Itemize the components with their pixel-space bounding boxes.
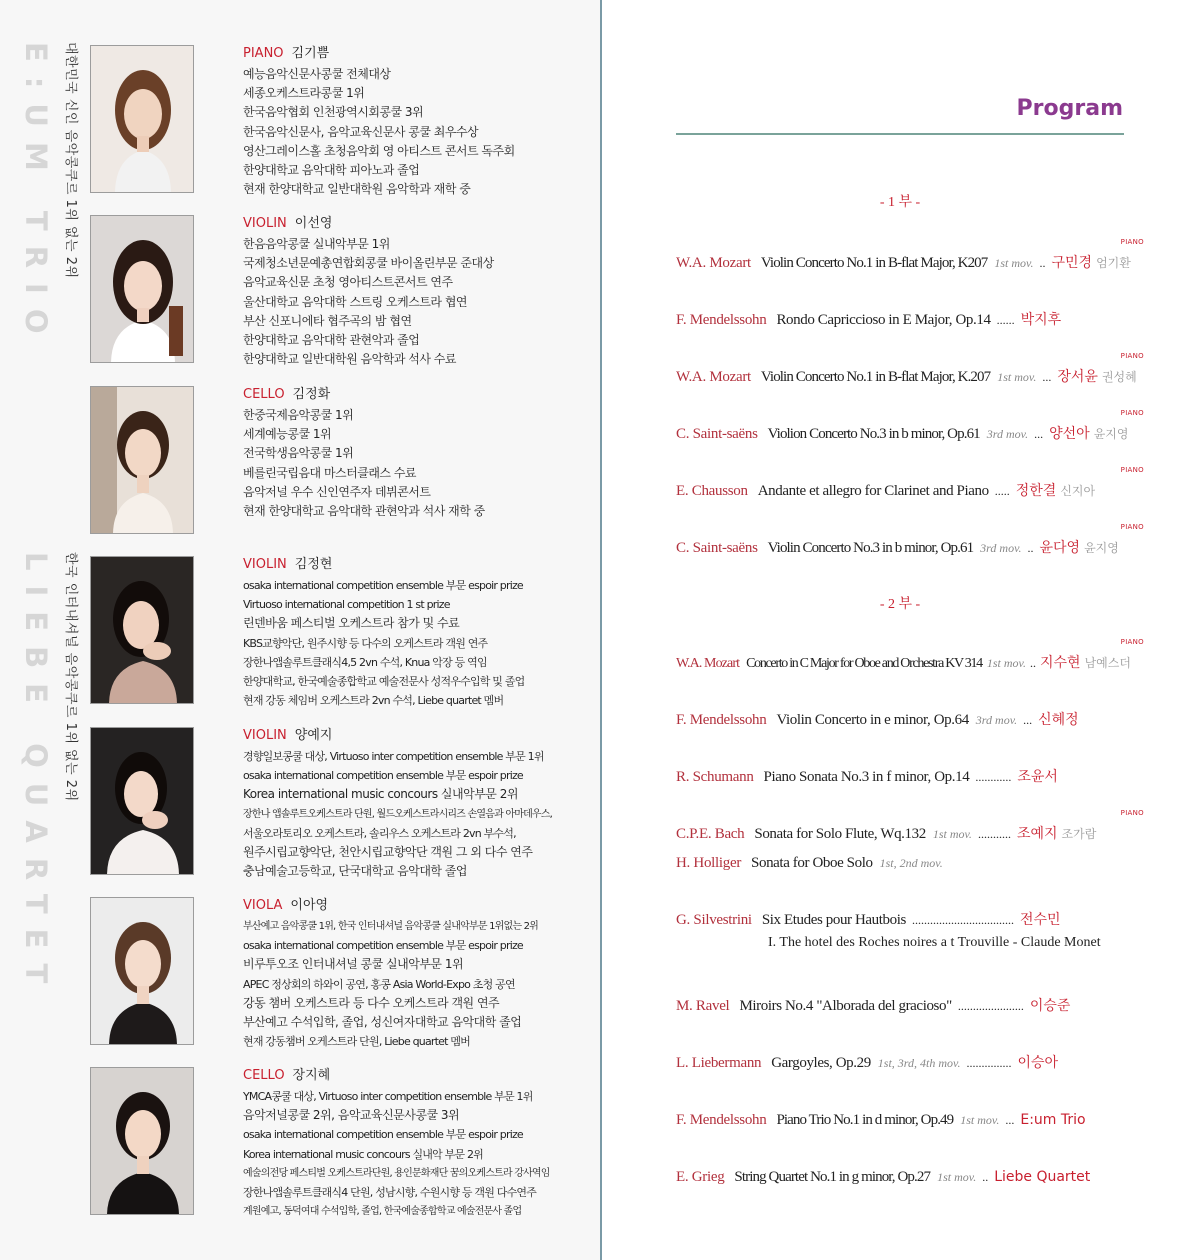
- bio-line: YMCA콩쿨 대상, Virtuoso inter competition ensemble 부문 1위: [243, 1090, 533, 1103]
- bio-line: 영산그레이스홀 초청음악회 영 아티스트 콘서트 독주회: [243, 143, 515, 158]
- bio-line: 전국학생음악콩쿨 1위: [243, 446, 354, 461]
- program-entry: [676, 1038, 1172, 1072]
- work-title: Concerto in C Major for Oboe and Orchestra KV 314: [746, 656, 982, 671]
- performer-name: 장지혜: [292, 1068, 331, 1083]
- leader-dots: ............: [975, 770, 1012, 784]
- program-entry: [676, 238, 1172, 272]
- performer-name: 조윤서: [1017, 769, 1058, 785]
- leader-dots: ..................................: [911, 913, 1014, 927]
- composer: F. Mendelssohn: [676, 712, 767, 728]
- program-entry: [676, 295, 1172, 329]
- program-entry: [676, 1095, 1172, 1129]
- bio-line: 린덴바움 페스티벌 오케스트라 참가 및 수료: [243, 616, 460, 631]
- pianist-name: 남예스더: [1084, 656, 1131, 670]
- work-title: Violin Concerto No.3 in b minor, Op.61: [767, 540, 974, 556]
- program-title: Program: [1016, 96, 1123, 121]
- composer: C. Saint-saëns: [676, 540, 758, 556]
- pianist-name: 조가람: [1061, 827, 1097, 841]
- pianist-name: 윤지영: [1093, 427, 1129, 441]
- bio-line: 장한나앱솔루트클래식4 단원, 성남시향, 수원시향 등 객원 다수연주: [243, 1186, 537, 1200]
- work-title: Violin Concerto No.1 in B-flat Major, K.207: [760, 369, 991, 385]
- pianist-name: 권성혜: [1101, 370, 1137, 384]
- leader-dots: ...........: [977, 827, 1011, 841]
- work-title: Miroirs No.4 "Alborada del gracioso": [739, 998, 952, 1014]
- composer: C.P.E. Bach: [676, 826, 745, 842]
- piano-tag: PIANO: [1120, 238, 1144, 246]
- bio-line: KBS교향악단, 원주시향 등 다수의 오케스트라 객원 연주: [243, 636, 488, 650]
- side-label-eum-trio: [20, 42, 78, 547]
- bio-line: 베를린국립음대 마스터클래스 수료: [243, 465, 417, 480]
- performer-name: 김정화: [292, 387, 331, 402]
- composer: F. Mendelssohn: [676, 1112, 767, 1128]
- program-entry: [676, 409, 1172, 443]
- performer-name: 구민경: [1051, 255, 1093, 271]
- program-entry: [676, 895, 1172, 929]
- bio-line: 부산예고 음악콩쿨 1위, 한국 인터내셔널 음악콩쿨 실내악부문 1위없는 2위: [243, 921, 539, 932]
- movement: 1st, 2nd mov.: [879, 856, 943, 870]
- composer: E. Grieg: [676, 1169, 725, 1185]
- program-entry: [676, 638, 1172, 672]
- movement: 1st mov.: [994, 256, 1034, 270]
- bio-line: 원주시립교향악단, 천안시립교향악단 객원 그 외 다수 연주: [243, 845, 533, 860]
- performer-name: 이선영: [294, 216, 333, 231]
- bio-line: 음악교육신문 초청 영아티스트콘서트 연주: [243, 275, 453, 290]
- piano-tag: PIANO: [1120, 466, 1144, 474]
- leader-dots: ...: [1023, 713, 1033, 727]
- performer-photo: [90, 215, 194, 363]
- performer-name: 이승준: [1029, 998, 1071, 1014]
- performer-photo: [90, 45, 194, 193]
- bio-line: osaka international competition ensemble 부문 espoir prize: [243, 939, 523, 953]
- bio-line: 현재 강동 체임버 오케스트라 2vn 수석, Liebe quartet 멤버: [243, 694, 504, 708]
- silvestrini-subtitle: I. The hotel des Roches noires a t Trouville - Claude Monet: [768, 935, 1101, 950]
- bio-line: 한양대학교, 한국예술종합학교 예술전문사 성적우수입학 및 졸업: [243, 675, 525, 689]
- bio-line: 한국음악신문사, 음악교육신문사 콩쿨 최우수상: [243, 124, 479, 139]
- bio-line: 음악저널콩쿨 2위, 음악교육신문사콩쿨 3위: [243, 1108, 460, 1123]
- performer-instrument: VIOLIN: [243, 728, 287, 743]
- performer-name: 정한결: [1015, 483, 1057, 499]
- bio-line: 현재 강동챔버 오케스트라 단원, Liebe quartet 멤버: [243, 1035, 470, 1049]
- performer-instrument: VIOLIN: [243, 216, 287, 231]
- side-label-liebe-quartet: [20, 552, 78, 1132]
- piano-tag: PIANO: [1120, 409, 1144, 417]
- work-title: Violin Concerto No.1 in B-flat Major, K207: [760, 255, 988, 271]
- bio-line: 예능음악신문사콩쿨 전체대상: [243, 67, 391, 81]
- bio-line: 계원예고, 동덕여대 수석입학, 졸업, 한국예술종합학교 예술전문사 졸업: [243, 1206, 522, 1218]
- pianist-name: 신지아: [1060, 484, 1096, 498]
- performer-photo: [90, 386, 194, 534]
- movement: 1st mov.: [986, 656, 1026, 670]
- leader-dots: ...: [1042, 370, 1052, 384]
- performer-instrument: CELLO: [243, 387, 285, 402]
- composer: L. Liebermann: [676, 1055, 762, 1071]
- movement: 1st, 3rd, 4th mov.: [877, 1056, 961, 1070]
- program-entry: [676, 523, 1172, 557]
- piano-tag: PIANO: [1120, 352, 1144, 360]
- performer-photo: [90, 1067, 194, 1215]
- performer-name: E:um Trio: [1020, 1112, 1086, 1128]
- movement: 3rd mov.: [986, 427, 1029, 441]
- leader-dots: ..: [1027, 541, 1034, 555]
- bio-line: Korea international music concours 실내악부문 2위: [243, 787, 518, 802]
- composer: H. Holliger: [676, 855, 742, 871]
- composer: W.A. Mozart: [676, 656, 740, 671]
- movement: 1st mov.: [960, 1113, 1000, 1127]
- work-title: Rondo Capriccioso in E Major, Op.14: [776, 312, 991, 328]
- bio-line: 한양대학교 음악대학 피아노과 졸업: [243, 163, 420, 178]
- leader-dots: ...: [1034, 427, 1044, 441]
- bio-line: osaka international competition ensemble 부문 espoir prize: [243, 1128, 523, 1142]
- leader-dots: ......: [996, 313, 1015, 327]
- bio-line: 한양대학교 일반대학원 음악학과 석사 수료: [243, 352, 456, 367]
- movement: 1st mov.: [932, 827, 972, 841]
- bio-line: 울산대학교 음악대학 스트링 오케스트라 협연: [243, 294, 468, 309]
- movement: 1st mov.: [937, 1170, 977, 1184]
- bio-line: 서울오라토리오 오케스트라, 솔리우스 오케스트라 2vn 부수석,: [243, 826, 516, 840]
- performer-name: 윤다영: [1039, 540, 1081, 556]
- bio-line: 강동 챔버 오케스트라 등 다수 오케스트라 객원 연주: [243, 995, 500, 1010]
- bio-line: 한국음악협회 인천광역시회콩쿨 3위: [243, 105, 424, 120]
- program-entry: [676, 981, 1172, 1015]
- bio-line: Virtuoso international competition 1 st prize: [243, 598, 450, 612]
- work-title: Sonata for Solo Flute, Wq.132: [754, 826, 926, 842]
- performer-name: 지수현: [1040, 655, 1081, 671]
- bio-line: 한양대학교 음악대학 관현악과 졸업: [243, 333, 420, 348]
- liebe-quartet-title: LIEBE QUARTET: [19, 552, 53, 999]
- work-title: Piano Sonata No.3 in f minor, Op.14: [763, 769, 970, 785]
- performer-instrument: VIOLA: [243, 898, 283, 913]
- piano-tag: PIANO: [1120, 809, 1144, 817]
- performer-instrument: CELLO: [243, 1068, 285, 1083]
- part2-heading: - 2 부 -: [879, 597, 921, 612]
- composer: R. Schumann: [676, 769, 754, 785]
- eum-trio-title: E:UM TRIO: [19, 42, 53, 349]
- performer-instrument: PIANO: [243, 46, 284, 61]
- bio-line: 장한나앱솔루트클래식4,5 2vn 수석, Knua 악장 등 역임: [243, 655, 487, 669]
- performer-name: 박지후: [1020, 312, 1062, 328]
- part1-heading: - 1 부 -: [879, 195, 921, 210]
- program-title-rule: [676, 133, 1124, 135]
- work-title: Sonata for Oboe Solo: [751, 855, 873, 871]
- bio-line: 한음음악콩쿨 실내악부문 1위: [243, 237, 390, 251]
- leader-dots: ...............: [966, 1056, 1012, 1070]
- composer: W.A. Mozart: [676, 255, 751, 271]
- leader-dots: ..: [982, 1170, 989, 1184]
- performer-name: 김기쁨: [291, 46, 330, 61]
- performer-name: 이아영: [290, 898, 329, 913]
- movement: 1st mov.: [997, 370, 1037, 384]
- composer: C. Saint-saëns: [676, 426, 758, 442]
- bio-line: 부산예고 수석입학, 졸업, 성신여자대학교 음악대학 졸업: [243, 1015, 522, 1030]
- composer: G. Silvestrini: [676, 912, 752, 928]
- performer-photo: [90, 556, 194, 704]
- performer-name: 이승아: [1017, 1055, 1059, 1071]
- bio-line: 현재 한양대학교 음악대학 관현악과 석사 재학 중: [243, 504, 485, 519]
- composer: M. Ravel: [676, 998, 730, 1014]
- performer-name: 양선아: [1049, 426, 1090, 442]
- bio-line: 한중국제음악콩쿨 1위: [243, 408, 354, 422]
- bio-line: APEC 정상회의 하와이 공연, 홍콩 Asia World-Expo 초청 공연: [243, 977, 515, 991]
- performer-name: 김정현: [294, 557, 333, 572]
- bio-line: 세종오케스트라콩쿨 1위: [243, 86, 365, 101]
- movement: 3rd mov.: [975, 713, 1018, 727]
- performer-name: Liebe Quartet: [994, 1169, 1091, 1185]
- program-entry: [676, 1152, 1172, 1186]
- bio-line: osaka international competition ensemble 부문 espoir prize: [243, 769, 523, 783]
- eum-trio-award: 대한민국 신인 음악콩쿠르 1위 없는 2위: [63, 42, 78, 279]
- program-entry: [676, 838, 1172, 872]
- work-title: Violin Concerto in e minor, Op.64: [776, 712, 969, 728]
- bio-line: osaka international competition ensemble 부문 espoir prize: [243, 579, 523, 592]
- piano-tag: PIANO: [1120, 523, 1144, 531]
- performer-photo: [90, 727, 194, 875]
- pianist-name: 윤지영: [1084, 541, 1119, 555]
- work-title: Six Etudes pour Hautbois: [761, 912, 906, 928]
- program-entry: [676, 752, 1172, 786]
- bio-line: 세계예능콩쿨 1위: [243, 427, 332, 442]
- program-entry: [676, 695, 1172, 729]
- bio-line: 장한나 앱솔루트오케스트라 단원, 월드오케스트라시리즈 손열음과 아마데우스,: [243, 808, 553, 820]
- bio-line: 부산 신포니에타 협주곡의 밤 협연: [243, 313, 412, 328]
- performer-name: 신혜정: [1038, 712, 1079, 728]
- work-title: Andante et allegro for Clarinet and Piano: [757, 483, 989, 499]
- bio-line: 국제청소년문예총연합회콩쿨 바이올린부문 준대상: [243, 256, 494, 271]
- bio-line: 음악저널 우수 신인연주자 데뷔콘서트: [243, 484, 431, 499]
- movement: 3rd mov.: [980, 541, 1022, 555]
- performer-name: 장서윤: [1057, 369, 1098, 385]
- work-title: Piano Trio No.1 in d minor, Op.49: [776, 1112, 954, 1128]
- leader-dots: ..: [1039, 256, 1046, 270]
- program-entry: [676, 466, 1172, 500]
- bio-line: 충남예술고등학교, 단국대학교 음악대학 졸업: [243, 864, 468, 879]
- performer-name: 전수민: [1019, 912, 1061, 928]
- composer: F. Mendelssohn: [676, 312, 767, 328]
- composer: E. Chausson: [676, 483, 748, 499]
- work-title: Violion Concerto No.3 in b minor, Op.61: [767, 426, 980, 442]
- leader-dots: .....: [994, 484, 1010, 498]
- bio-line: 경향일보콩쿨 대상, Virtuoso inter competition ensemble 부문 1위: [243, 750, 544, 763]
- liebe-quartet-award: 한국 인터내셔널 음악콩쿠르 1위 없는 2위: [63, 552, 78, 802]
- work-title: String Quartet No.1 in g minor, Op.27: [734, 1169, 931, 1185]
- bio-line: 비루투오조 인터내셔널 콩쿨 실내악부문 1위: [243, 957, 464, 972]
- performer-name: 조예지: [1016, 826, 1058, 842]
- bio-line: Korea international music concours 실내악 부문 2위: [243, 1147, 484, 1161]
- performer-photo: [90, 897, 194, 1045]
- leader-dots: ...: [1005, 1113, 1015, 1127]
- leader-dots: ......................: [957, 999, 1024, 1013]
- bio-line: 예술의전당 페스티벌 오케스트라단원, 용인문화재단 꿈의오케스트라 강사역임: [243, 1167, 550, 1179]
- pianist-name: 엄기환: [1096, 256, 1131, 270]
- performer-name: 양예지: [294, 728, 333, 743]
- program-entry: [676, 352, 1172, 386]
- piano-tag: PIANO: [1120, 638, 1144, 646]
- work-title: Gargoyles, Op.29: [771, 1055, 871, 1071]
- bio-line: 현재 한양대학교 일반대학원 음악학과 재학 중: [243, 182, 471, 197]
- composer: W.A. Mozart: [676, 369, 751, 385]
- performer-instrument: VIOLIN: [243, 557, 287, 572]
- leader-dots: ..: [1030, 656, 1036, 670]
